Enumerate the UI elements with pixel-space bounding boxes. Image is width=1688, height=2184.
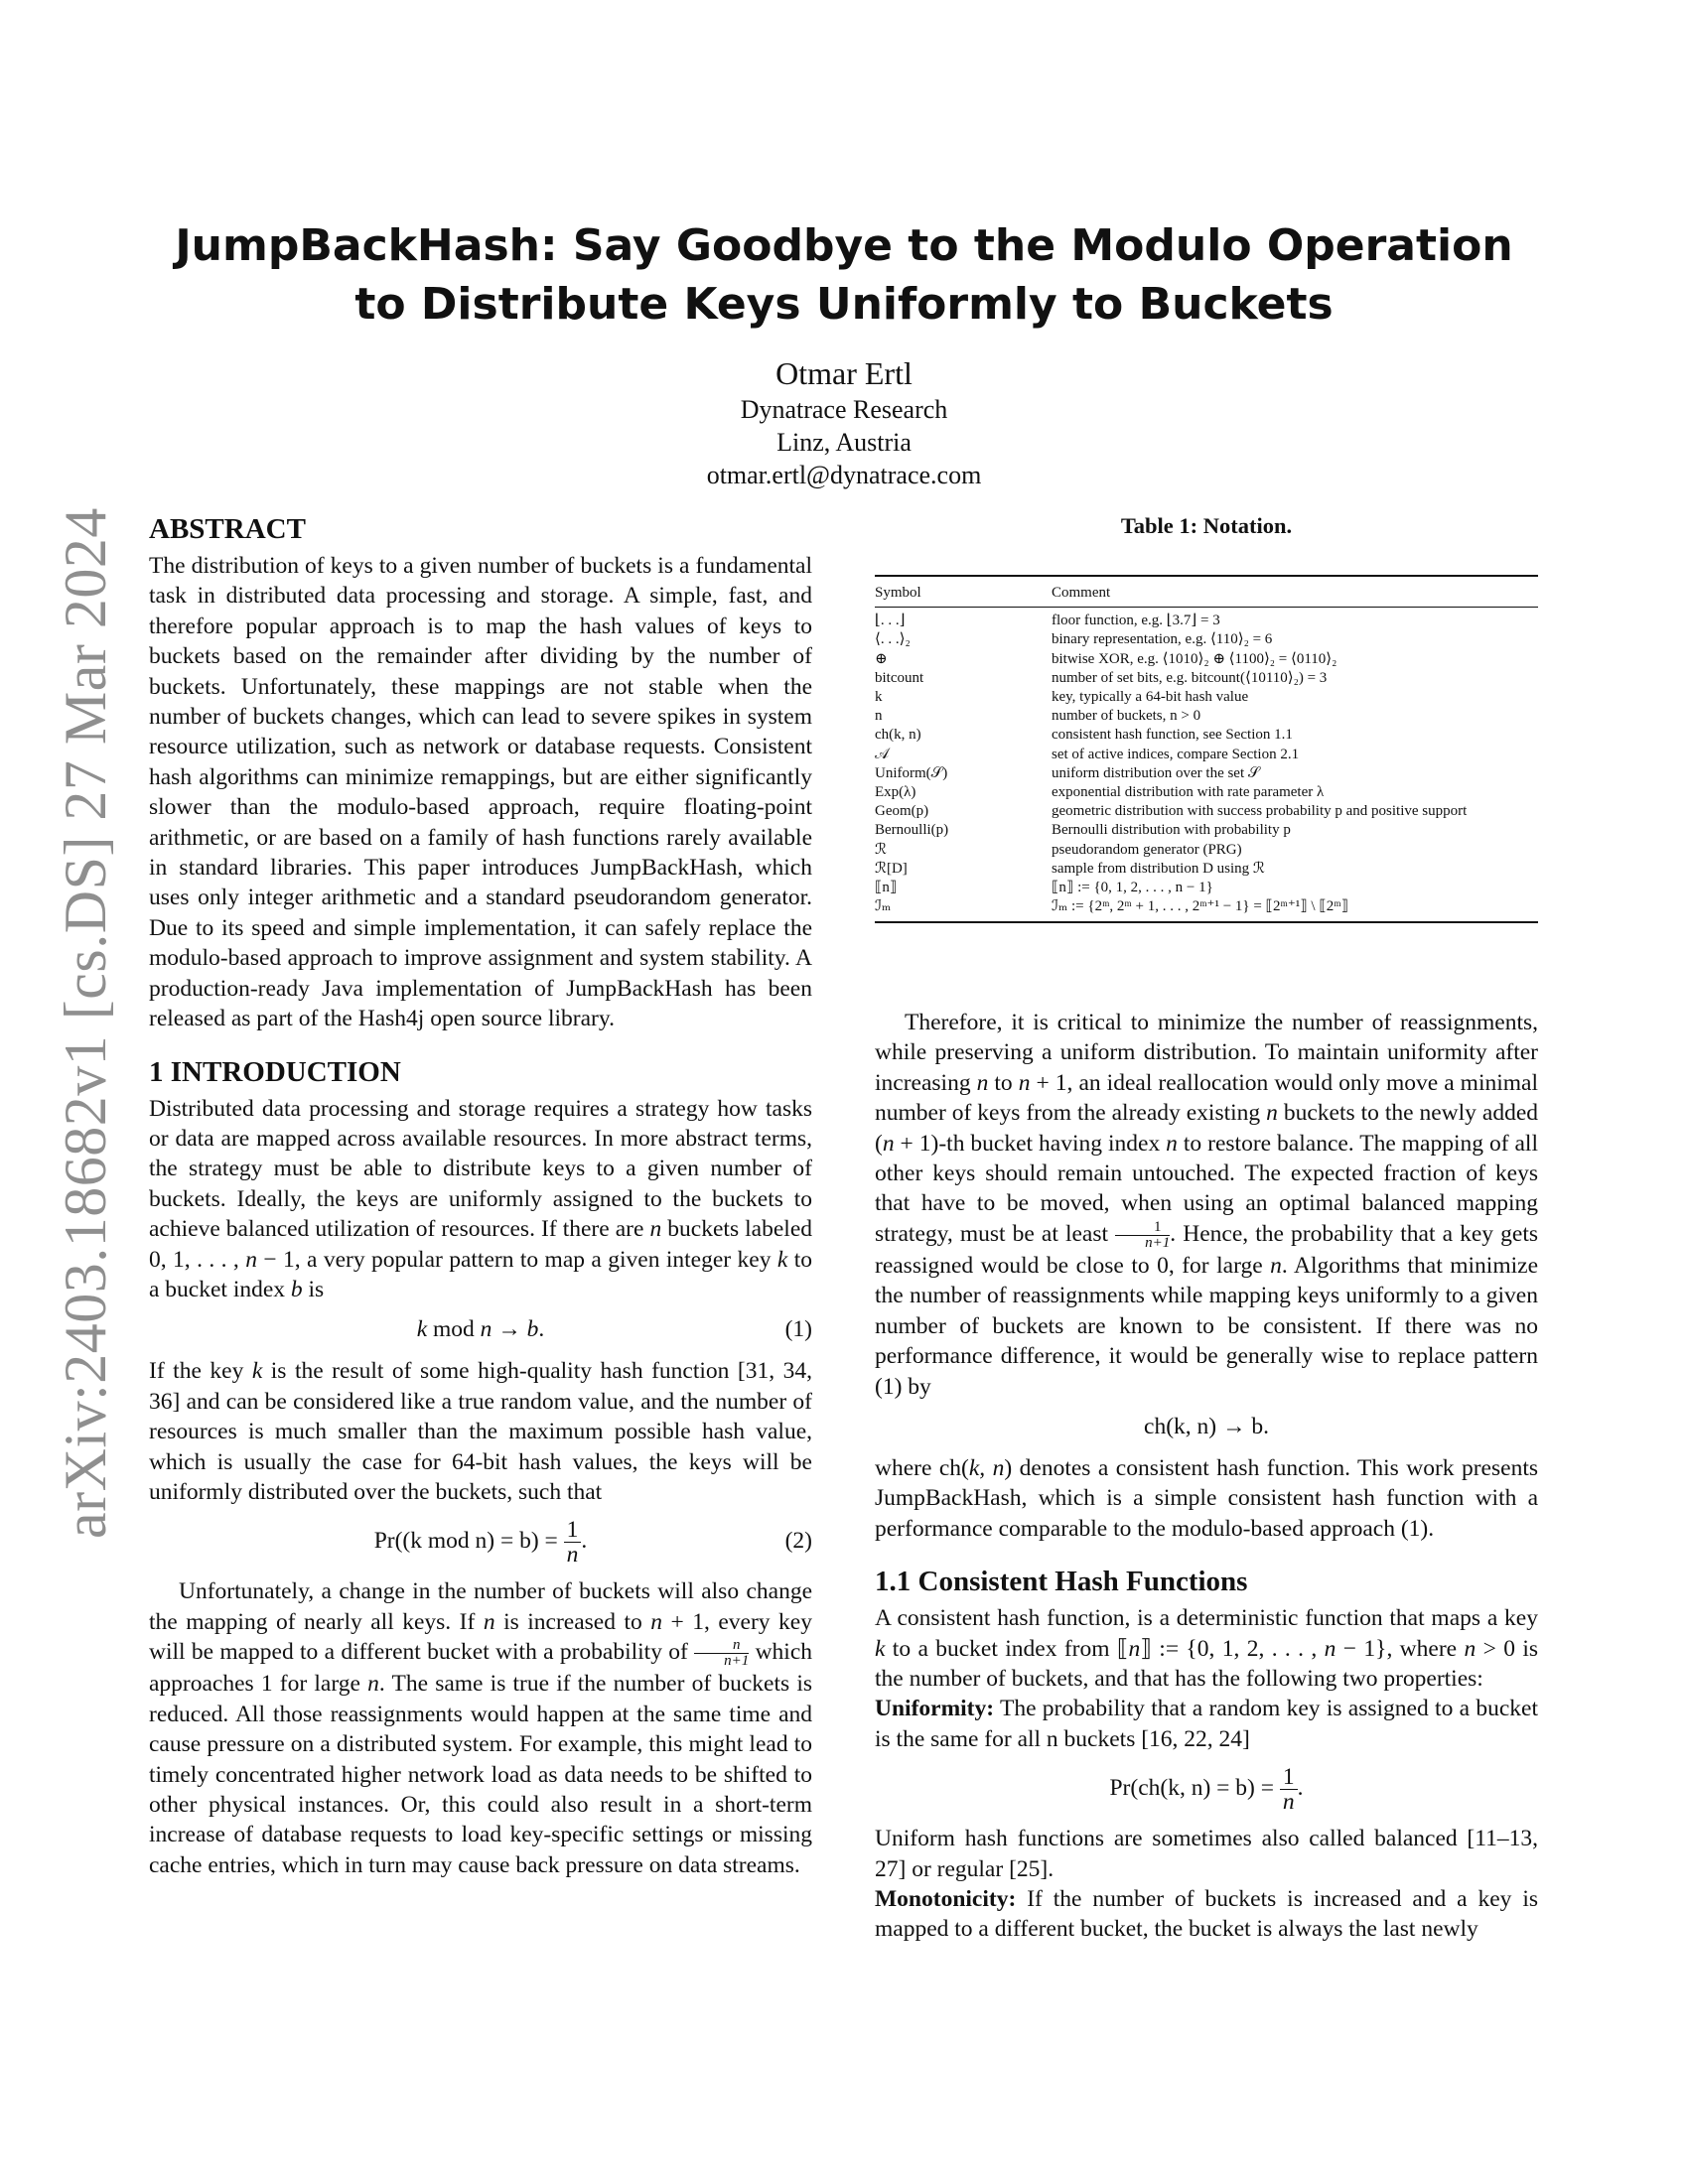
arxiv-identifier: arXiv:2403.18682v1 [cs.DS] 27 Mar 2024 <box>53 507 118 1539</box>
uniformity-label: Uniformity: <box>875 1696 995 1722</box>
symbol-cell: ⌊. . .⌋ <box>875 613 906 629</box>
equation-1: k mod n → b. (1) <box>149 1306 812 1352</box>
symbol-cell: ch(k, n) <box>875 727 921 744</box>
equation-number: (2) <box>784 1528 812 1555</box>
comment-cell: key, typically a 64-bit hash value <box>1052 689 1249 706</box>
symbol-cell: ℛ <box>875 841 887 858</box>
left-column <box>149 511 812 1880</box>
table-row <box>875 688 1538 707</box>
equation-number: (1) <box>784 1316 812 1343</box>
right-paragraph-2: where ch(k, n) denotes a consistent hash function. This work presents JumpBackHash, which is a simple consistent hash function with a performance comparable to the modulo-based approach (1). <box>875 1454 1538 1542</box>
symbol-cell: k <box>875 689 883 706</box>
right-paragraph-4: Uniform hash functions are sometimes also called balanced [11–13, 27] or regular [25]. <box>875 1826 1538 1882</box>
comment-cell: Bernoulli distribution with probability p <box>1052 822 1291 839</box>
symbol-cell: Geom(p) <box>875 803 929 820</box>
comment-cell: sample from distribution D using ℛ <box>1052 860 1265 877</box>
symbol-cell: n <box>875 708 883 725</box>
table-row <box>875 608 1538 631</box>
table-row <box>875 746 1538 764</box>
author-email[interactable]: otmar.ertl@dynatrace.com <box>706 461 982 489</box>
monotonicity-definition: Monotonicity: If the number of buckets is increased and a key is mapped to a different bucket, the bucket is always the last newly <box>875 1886 1538 1943</box>
comment-cell: floor function, e.g. ⌊3.7⌋ = 3 <box>1052 613 1220 629</box>
comment-cell: number of buckets, n > 0 <box>1052 708 1201 725</box>
symbol-cell: bitcount <box>875 669 924 686</box>
intro-paragraph-2: If the key k is the result of some high-quality hash function [31, 34, 36] and can be considered like a true random value, and the number of resources is much smaller than the maximum possible hash value, which is usually the case for 64-bit hash values, the keys will be uniformly distributed over the buckets, such that <box>149 1358 812 1505</box>
author-location: Linz, Austria <box>776 428 912 457</box>
table-row <box>875 879 1538 897</box>
table-row <box>875 802 1538 821</box>
paper-title <box>149 216 1539 334</box>
comment-cell: uniform distribution over the set 𝒮 <box>1052 764 1260 781</box>
table-row <box>875 821 1538 840</box>
title-line-1: JumpBackHash: Say Goodbye to the Modulo Operation <box>175 220 1513 271</box>
title-line-2: to Distribute Keys Uniformly to Buckets <box>354 279 1334 330</box>
comment-cell: geometric distribution with success probability p and positive support <box>1052 803 1468 820</box>
fraction: $\frac{1}{n+1}$ <box>1115 1220 1170 1251</box>
monotonicity-label: Monotonicity: <box>875 1886 1017 1913</box>
introduction-heading: 1 INTRODUCTION <box>149 1055 401 1088</box>
comment-cell: ⟦n⟧ := {0, 1, 2, . . . , n − 1} <box>1052 880 1213 896</box>
symbol-cell: Bernoulli(p) <box>875 822 949 839</box>
equation-2: Pr((k mod n) = b) = $\frac{1}{n}$ . (2) <box>149 1509 812 1572</box>
comment-cell: ℐₘ := {2ᵐ, 2ᵐ + 1, . . . , 2ᵐ⁺¹ − 1} = ⟦2ᵐ⁺¹⟧ \ ⟦2ᵐ⟧ <box>1052 897 1538 922</box>
table-row <box>875 860 1538 879</box>
notation-table <box>875 575 1538 923</box>
section-1-1-heading: 1.1 Consistent Hash Functions <box>875 1566 1248 1598</box>
abstract-heading: ABSTRACT <box>149 513 306 545</box>
equation-uniformity: Pr(ch(k, n) = b) = $\frac{1}{n}$ . <box>1109 1764 1304 1816</box>
symbol-cell: ℛ[D] <box>875 860 908 877</box>
abstract-text: The distribution of keys to a given number of buckets is a fundamental task in distributed data processing and storage. A simple, fast, and therefore popular approach is to map the hash values of keys to buckets based on the remainder after dividing by the number of buckets. Unfortunately, these mappings are not stable when the number of buckets changes, which can lead to severe spikes in system resource utilization, such as network or database requests. Consistent hash algorithms can minimize remappings, but are either significantly slower than the modulo-based approach, require floating-point arithmetic, or are based on a family of hash functions rarely available in standard libraries. This paper introduces JumpBackHash, which uses only integer arithmetic and a standard pseudorandom generator. Due to its speed and simple implementation, it can safely replace the modulo-based approach to improve assignment and system stability. A production-ready Java implementation of JumpBackHash has been released as part of the Hash4j open source library. <box>149 553 812 1032</box>
symbol-cell: ⟨. . .⟩₂ <box>875 631 911 648</box>
fraction: $\frac{1}{n}$ <box>564 1518 582 1567</box>
comment-cell: number of set bits, e.g. bitcount(⟨10110⟩₂) = 3 <box>1052 669 1328 686</box>
right-column <box>875 1008 1538 1945</box>
table-row <box>875 650 1538 669</box>
column-header-symbol: Symbol <box>875 576 1052 608</box>
symbol-cell: Exp(λ) <box>875 784 916 801</box>
equation-consistent-hash: ch(k, n) → b. <box>1144 1413 1269 1439</box>
author-name: Otmar Ertl <box>775 355 913 391</box>
symbol-cell: 𝒜 <box>875 746 890 762</box>
intro-paragraph-1: Distributed data processing and storage requires a strategy how tasks or data are mapped across available resources. In more abstract terms, the strategy must be able to distribute keys to a given number of buckets. Ideally, the keys are uniformly assigned to the buckets to achieve balanced utilization of resources. If there are n buckets labeled 0, 1, . . . , n − 1, a very popular pattern to map a given integer key k to a bucket index b is <box>149 1095 813 1302</box>
fraction: $\frac{n}{n+1}$ <box>694 1638 749 1669</box>
comment-cell: binary representation, e.g. ⟨110⟩₂ = 6 <box>1052 631 1273 648</box>
comment-cell: pseudorandom generator (PRG) <box>1052 841 1242 858</box>
intro-paragraph-3: Unfortunately, a change in the number of buckets will also change the mapping of nearly all keys. If n is increased to n + 1, every key will be mapped to a different bucket with a probability of $\frac{n}{n+1}$ which approaches 1 for large n. The same is true if the number of buckets is reduced. All those reassignments would happen at the same time and cause pressure on a distributed system. For example, this might lead to timely concentrated higher network load as data needs to be shifted to other physical instances. Or, this could also result in a short-term increase of database requests to load key-specific settings or missing cache entries, which in turn may cause back pressure on data streams. <box>149 1578 812 1878</box>
fraction: $\frac{1}{n}$ <box>1280 1765 1298 1814</box>
author-block <box>348 353 1340 491</box>
table-row <box>875 707 1538 726</box>
table-body <box>875 608 1538 923</box>
table-caption: Table 1: Notation. <box>1120 513 1293 538</box>
column-header-comment: Comment <box>1052 576 1538 608</box>
comment-cell: exponential distribution with rate parameter λ <box>1052 784 1325 801</box>
table-row <box>875 897 1538 922</box>
table-row <box>875 783 1538 802</box>
uniformity-definition: Uniformity: The probability that a random key is assigned to a bucket is the same for all n buckets [16, 22, 24] <box>875 1696 1538 1752</box>
comment-cell: bitwise XOR, e.g. ⟨1010⟩₂ ⊕ ⟨1100⟩₂ = ⟨0110⟩₂ <box>1052 650 1337 667</box>
comment-cell: set of active indices, compare Section 2.1 <box>1052 746 1300 762</box>
author-affiliation: Dynatrace Research <box>740 395 948 424</box>
comment-cell: consistent hash function, see Section 1.1 <box>1052 727 1293 744</box>
table-row <box>875 630 1538 649</box>
table-row <box>875 669 1538 688</box>
symbol-cell: Uniform(𝒮) <box>875 764 948 781</box>
table-header-row <box>875 576 1538 608</box>
symbol-cell: ⊕ <box>875 650 888 667</box>
table-row <box>875 841 1538 860</box>
right-paragraph-3: A consistent hash function, is a deterministic function that maps a key k to a bucket index from ⟦n⟧ := {0, 1, 2, . . . , n − 1}, where n > 0 is the number of buckets, and that has the following two properties: <box>875 1605 1539 1693</box>
symbol-cell: ⟦n⟧ <box>875 880 898 896</box>
table-row <box>875 726 1538 745</box>
symbol-cell: ℐₘ <box>875 897 1052 922</box>
table-row <box>875 764 1538 783</box>
right-paragraph-1: Therefore, it is critical to minimize the number of reassignments, while preserving a uniform distribution. To maintain uniformity after increasing n to n + 1, an ideal reallocation would only move a minimal number of keys from the already existing n buckets to the newly added (n + 1)-th bucket having index n to restore balance. The mapping of all other keys should remain untouched. The expected fraction of keys that have to be moved, when using an optimal balanced mapping strategy, must be at least $\frac{1}{n+1}$ . Hence, the probability that a key gets reassigned would be close to 0, for large n. Algorithms that minimize the number of reassignments while mapping keys uniformly to a given number of buckets are known to be consistent. If there was no performance difference, it would be generally wise to replace pattern (1) by <box>875 1010 1538 1400</box>
